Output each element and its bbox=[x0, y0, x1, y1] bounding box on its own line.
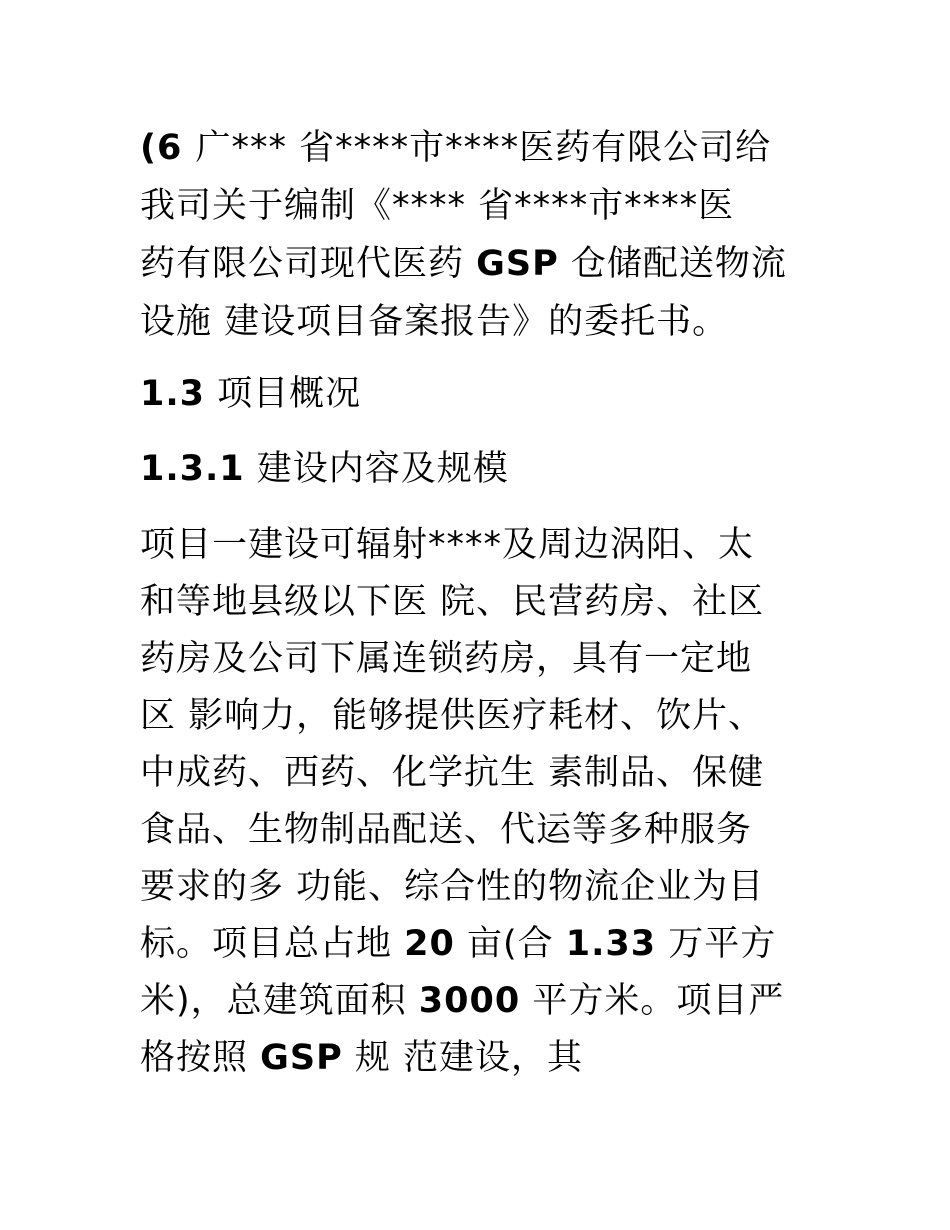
text-run: (6 bbox=[140, 128, 196, 168]
text-run: 格按照 bbox=[140, 1038, 261, 1078]
heading-title: 建设内容及规模 bbox=[256, 449, 509, 489]
heading-title: 项目概况 bbox=[217, 374, 362, 414]
paragraph-1-line-4 bbox=[140, 300, 728, 344]
heading-number: 1.3 bbox=[140, 374, 206, 414]
text-run: GSP bbox=[476, 244, 559, 284]
paragraph-2-line-1 bbox=[140, 523, 754, 567]
text-run: GSP bbox=[260, 1038, 343, 1078]
text-run: 3000 bbox=[418, 981, 521, 1021]
paragraph-1-line-2 bbox=[140, 184, 734, 228]
text-run: 亩(合 bbox=[454, 924, 566, 964]
section-heading-1-3 bbox=[140, 372, 361, 416]
paragraph-2-line-9 bbox=[140, 979, 784, 1023]
text-run: 中成药、西药、化学抗生 素制品、保健 bbox=[140, 753, 765, 793]
paragraph-2-line-10 bbox=[140, 1036, 583, 1080]
text-run: 和等地县级以下医 院、民营药房、社区 bbox=[140, 582, 765, 622]
text-run: 平方米。项目严 bbox=[520, 981, 785, 1021]
text-run: 广*** 省****市****医药有限公司给 bbox=[195, 128, 772, 168]
text-run: 药房及公司下属连锁药房，具有一定地 bbox=[140, 639, 753, 679]
paragraph-2-line-7 bbox=[140, 865, 764, 909]
text-run: 规 范建设，其 bbox=[342, 1038, 583, 1078]
paragraph-2-line-2 bbox=[140, 580, 764, 624]
text-run: 万平方 bbox=[656, 924, 777, 964]
text-run: 食品、生物制品配送、代运等多种服务 bbox=[140, 810, 753, 850]
paragraph-1-line-1 bbox=[140, 126, 771, 170]
text-run: 米)，总建筑面积 bbox=[140, 981, 419, 1021]
heading-number: 1.3.1 bbox=[140, 449, 245, 489]
text-run: 1.33 bbox=[565, 924, 657, 964]
text-run: 我司关于编制《**** 省****市****医 bbox=[140, 186, 735, 226]
text-run: 要求的多 功能、综合性的物流企业为目 bbox=[140, 867, 765, 907]
paragraph-2-line-5 bbox=[140, 751, 764, 795]
text-run: 设施 建设项目备案报告》的委托书。 bbox=[140, 302, 729, 342]
text-run: 项目一建设可辐射****及周边涡阳、太 bbox=[140, 525, 755, 565]
text-run: 20 bbox=[404, 924, 455, 964]
paragraph-1-line-3 bbox=[140, 242, 787, 286]
paragraph-2-line-3 bbox=[140, 637, 752, 681]
text-run: 标。项目总占地 bbox=[140, 924, 405, 964]
text-run: 仓储配送物流 bbox=[558, 244, 787, 284]
document-page bbox=[140, 0, 840, 1230]
text-run: 药有限公司现代医药 bbox=[140, 244, 477, 284]
section-heading-1-3-1 bbox=[140, 447, 509, 491]
paragraph-2-line-4 bbox=[140, 694, 764, 738]
paragraph-2-line-6 bbox=[140, 808, 752, 852]
text-run: 区 影响力，能够提供医疗耗材、饮片、 bbox=[140, 696, 765, 736]
paragraph-2-line-8 bbox=[140, 922, 776, 966]
